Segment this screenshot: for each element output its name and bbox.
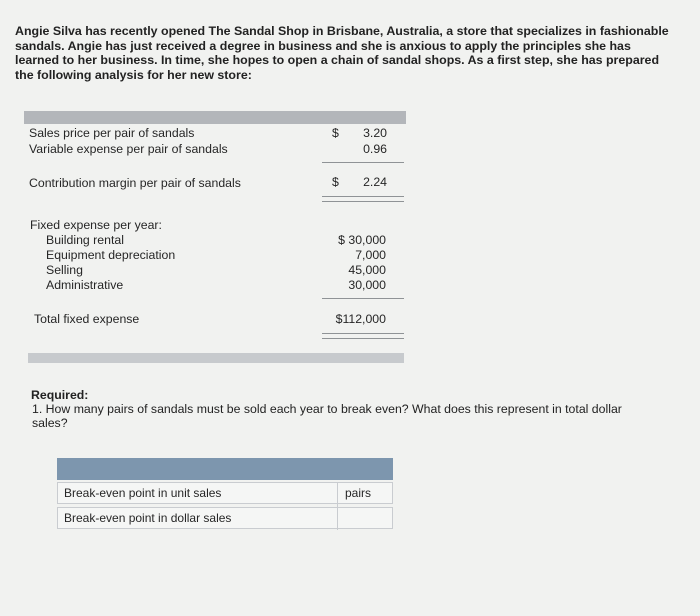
- table-footer-band: [28, 353, 404, 363]
- fixed-expense-heading: Fixed expense per year:: [30, 218, 162, 232]
- problem-intro: Angie Silva has recently opened The Sandal Shop in Brisbane, Australia, a store that specializes in fashionable sandals. Angie has just received a degree in business and she is anxious to apply the principles she has learned to her business. In time, she hopes to open a chain of sandal shops. As a first step, she has prepared the following analysis for her new store:: [15, 24, 669, 82]
- sales-price-label: Sales price per pair of sandals: [29, 126, 195, 140]
- sales-price-dollar: $: [332, 126, 339, 140]
- total-double-underline: [322, 333, 404, 339]
- fixed-item-value: $ 30,000: [338, 233, 386, 247]
- contribution-margin-value: 2.24: [363, 175, 387, 189]
- answer-table-header: [57, 458, 393, 480]
- answer-label: Break-even point in dollar sales: [64, 511, 232, 525]
- required-heading: [31, 388, 88, 402]
- answer-row-unit-sales: [57, 482, 393, 504]
- variable-expense-value: 0.96: [363, 142, 387, 156]
- sales-price-value: 3.20: [363, 126, 387, 140]
- question-1: 1. How many pairs of sandals must be sold each year to break even? What does this represent in total dollar sales?: [32, 402, 622, 430]
- fixed-item-label: Building rental: [46, 233, 124, 247]
- subtotal-line: [322, 162, 404, 163]
- fixed-item-value: 45,000: [348, 263, 386, 277]
- required-title: Required:: [31, 388, 89, 402]
- dollar-sales-input[interactable]: [238, 510, 338, 528]
- double-underline: [322, 196, 404, 202]
- fixed-item-label: Administrative: [46, 278, 124, 292]
- fixed-item-value: 7,000: [355, 248, 386, 262]
- answer-row-dollar-sales: [57, 507, 393, 529]
- answer-label: Break-even point in unit sales: [64, 486, 222, 500]
- total-fixed-value: $112,000: [335, 312, 386, 326]
- fixed-item-label: Selling: [46, 263, 83, 277]
- contribution-margin-dollar: $: [332, 175, 339, 189]
- variable-expense-label: Variable expense per pair of sandals: [29, 142, 228, 156]
- total-fixed-label: Total fixed expense: [34, 312, 140, 326]
- answer-unit: pairs: [345, 486, 372, 500]
- answer-column-divider: [337, 482, 338, 530]
- fixed-item-value: 30,000: [348, 278, 386, 292]
- fixed-item-label: Equipment depreciation: [46, 248, 176, 262]
- analysis-table-header: [24, 111, 406, 124]
- unit-sales-input[interactable]: [238, 485, 338, 503]
- fixed-subtotal-line: [322, 298, 404, 299]
- contribution-margin-label: Contribution margin per pair of sandals: [29, 176, 241, 190]
